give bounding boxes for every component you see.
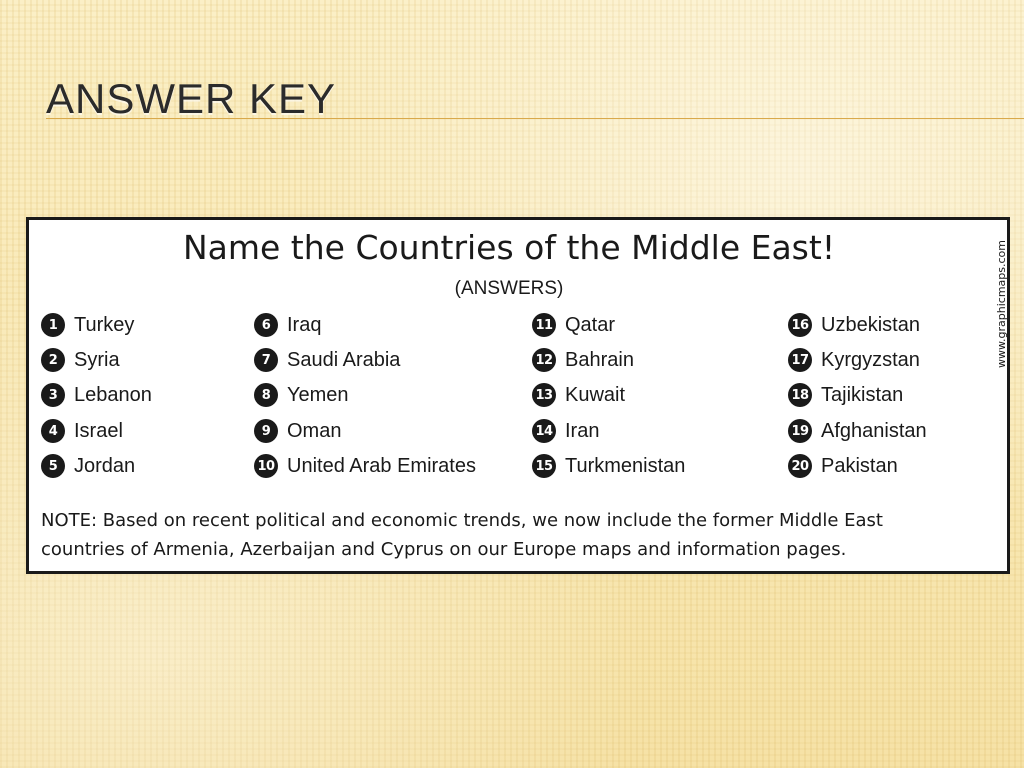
answer-item	[532, 312, 615, 338]
answer-item	[532, 347, 634, 373]
answer-item	[254, 418, 341, 444]
answer-item	[41, 418, 123, 444]
answer-item	[41, 453, 135, 479]
number-badge: 4	[41, 419, 65, 443]
number-badge: 13	[532, 383, 556, 407]
answer-key-panel	[26, 217, 1010, 574]
panel-heading: Name the Countries of the Middle East!	[182, 228, 836, 267]
number-badge: 18	[788, 383, 812, 407]
country-name: United Arab Emirates	[287, 454, 476, 477]
answer-item	[532, 418, 599, 444]
number-badge: 15	[532, 454, 556, 478]
number-badge: 16	[788, 313, 812, 337]
number-badge: 3	[41, 383, 65, 407]
country-name: Tajikistan	[821, 383, 904, 406]
number-badge: 11	[532, 313, 556, 337]
number-badge: 8	[254, 383, 278, 407]
country-name: Bahrain	[565, 348, 634, 371]
country-name: Uzbekistan	[821, 313, 920, 336]
country-name: Syria	[74, 348, 120, 371]
country-name: Afghanistan	[821, 419, 927, 442]
slide-title: ANSWER KEY	[46, 75, 337, 122]
country-name: Jordan	[74, 454, 136, 477]
country-name: Pakistan	[821, 454, 898, 477]
answer-item	[788, 347, 920, 373]
country-name: Iraq	[287, 313, 322, 336]
number-badge: 1	[41, 313, 65, 337]
number-badge: 10	[254, 454, 278, 478]
number-badge: 7	[254, 348, 278, 372]
answer-item	[532, 453, 685, 479]
number-badge: 5	[41, 454, 65, 478]
answer-item	[41, 312, 134, 338]
answer-list	[41, 312, 961, 488]
country-name: Lebanon	[74, 383, 152, 406]
note-text	[41, 506, 981, 564]
answer-item	[254, 453, 476, 479]
country-name: Turkmenistan	[565, 454, 686, 477]
answer-item	[532, 382, 625, 408]
answer-item	[254, 312, 321, 338]
note-line-1: NOTE: Based on recent political and economic trends, we now include the former Middle East	[41, 510, 883, 531]
answer-item	[788, 382, 903, 408]
number-badge: 14	[532, 419, 556, 443]
country-name: Kuwait	[565, 383, 626, 406]
answer-item	[788, 312, 920, 338]
answer-item	[788, 418, 927, 444]
number-badge: 12	[532, 348, 556, 372]
answer-item	[41, 347, 120, 373]
country-name: Saudi Arabia	[287, 348, 401, 371]
panel-subheading: (ANSWERS)	[454, 278, 564, 299]
country-name: Kyrgyzstan	[821, 348, 920, 371]
number-badge: 20	[788, 454, 812, 478]
number-badge: 2	[41, 348, 65, 372]
title-divider	[46, 118, 1024, 119]
answer-item	[41, 382, 152, 408]
country-name: Yemen	[287, 383, 349, 406]
number-badge: 9	[254, 419, 278, 443]
country-name: Qatar	[565, 313, 616, 336]
country-name: Iran	[565, 419, 600, 442]
country-name: Israel	[74, 419, 123, 442]
answer-item	[254, 382, 349, 408]
website-credit-text: www.graphicmaps.com	[995, 240, 1008, 368]
number-badge: 17	[788, 348, 812, 372]
country-name: Oman	[287, 419, 342, 442]
number-badge: 19	[788, 419, 812, 443]
country-name: Turkey	[74, 313, 135, 336]
number-badge: 6	[254, 313, 278, 337]
answer-item	[254, 347, 400, 373]
note-line-2: countries of Armenia, Azerbaijan and Cyprus on our Europe maps and information pages.	[41, 539, 847, 560]
answer-item	[788, 453, 898, 479]
